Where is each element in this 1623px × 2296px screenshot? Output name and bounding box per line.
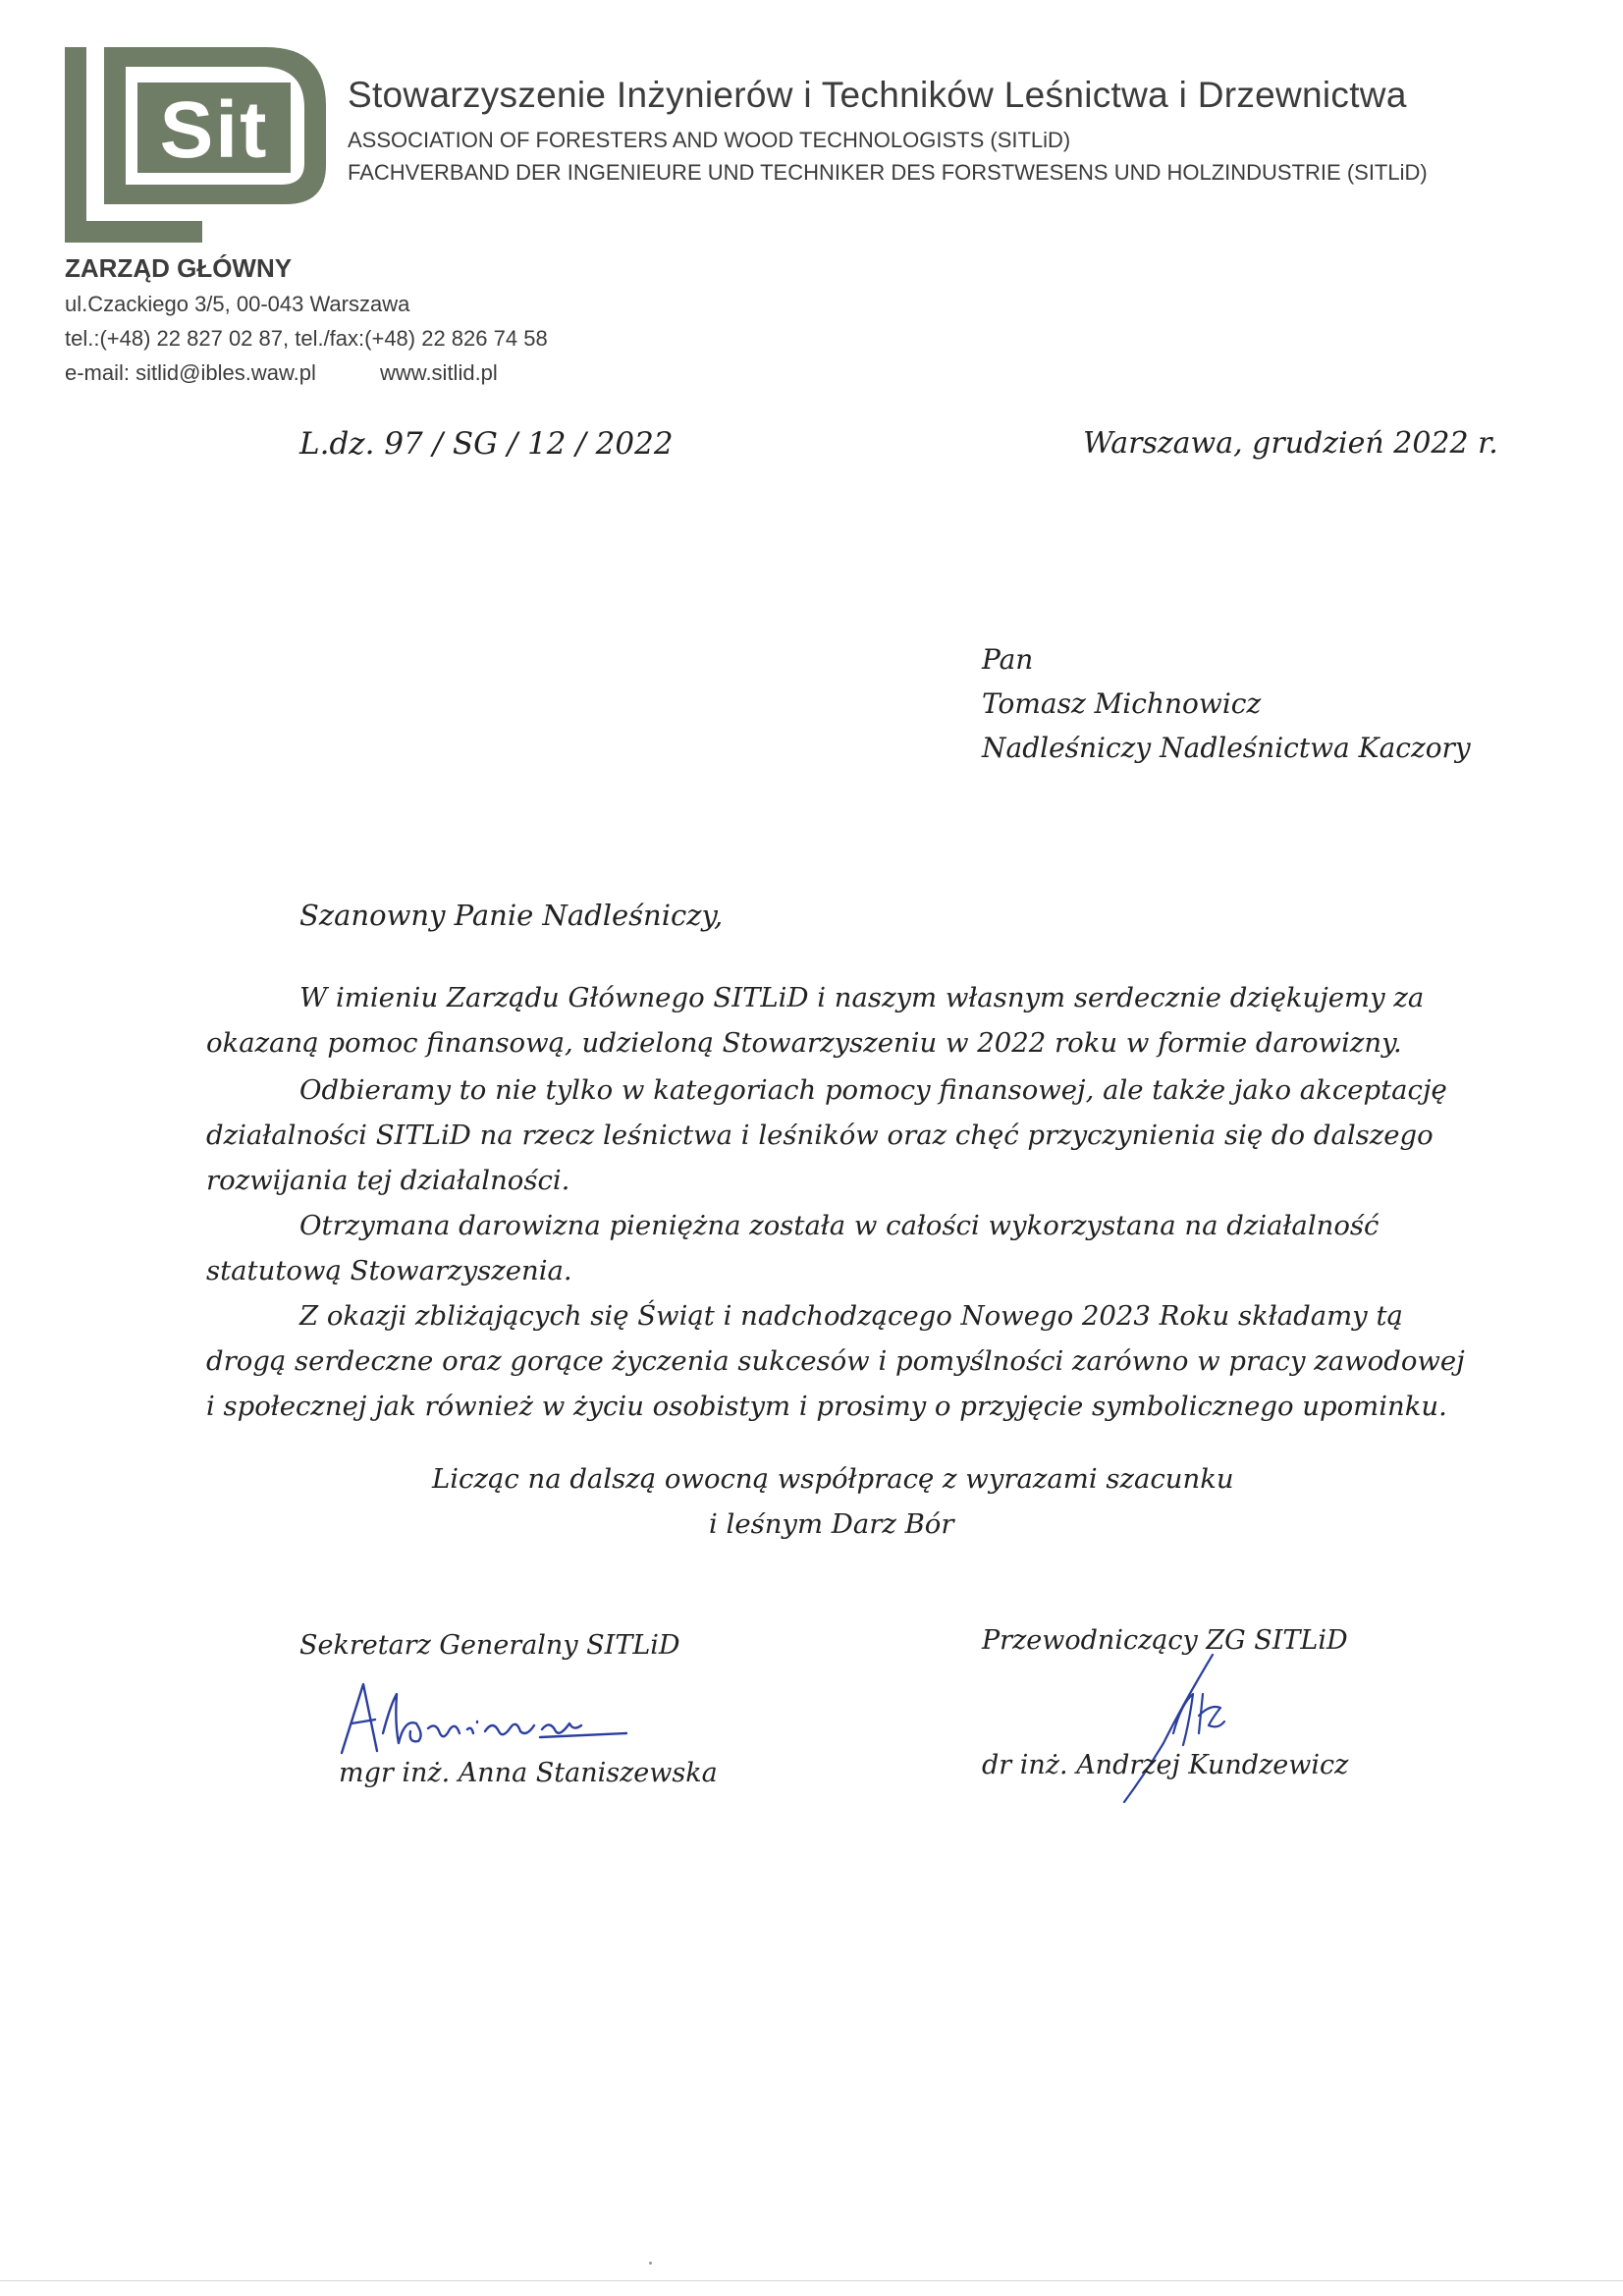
board-title: ZARZĄD GŁÓWNY (65, 253, 293, 283)
body-line: Z okazji zbliżających się Świąt i nadchodzącego Nowego 2023 Roku składamy tą (299, 1300, 1403, 1332)
scan-speck (649, 2262, 652, 2265)
organization-name-en: ASSOCIATION OF FORESTERS AND WOOD TECHNOLOGISTS (SITLiD) (348, 128, 1071, 152)
body-line: i społecznej jak również w życiu osobistym i prosimy o przyjęcie symbolicznego upominku. (206, 1391, 1447, 1422)
body-line: okazaną pomoc finansową, udzieloną Stowarzyszeniu w 2022 roku w formie darowizny. (206, 1027, 1402, 1059)
signatory-right-name: dr inż. Andrzej Kundzewicz (982, 1750, 1349, 1780)
signatory-right-role: Przewodniczący ZG SITLiD (982, 1625, 1348, 1656)
email-line: e-mail: sitlid@ibles.waw.pl (65, 360, 316, 385)
website-link[interactable]: www.sitlid.pl (380, 360, 498, 385)
closing-line-1: Licząc na dalszą owocną współpracę z wyrazami szacunku (432, 1463, 1234, 1495)
organization-name-de: FACHVERBAND DER INGENIEURE UND TECHNIKER DES FORSTWESENS UND HOLZINDUSTRIE (SITLiD) (348, 160, 1428, 185)
body-line: Odbieramy to nie tylko w kategoriach pomocy finansowej, ale także jako akceptację (299, 1074, 1447, 1106)
signature-left (334, 1674, 628, 1763)
page-bottom-rule (0, 2280, 1623, 2281)
phone-line: tel.:(+48) 22 827 02 87, tel./fax:(+48) 22 826 74 58 (65, 326, 548, 351)
signature-right (1055, 1635, 1252, 1812)
body-line: rozwijania tej działalności. (206, 1165, 570, 1196)
organization-name-pl: Stowarzyszenie Inżynierów i Techników Leśnictwa i Drzewnictwa (348, 75, 1407, 115)
place-date: Warszawa, grudzień 2022 r. (1083, 426, 1498, 461)
body-line: statutową Stowarzyszenia. (206, 1255, 572, 1286)
body-line: Otrzymana darowizna pieniężna została w całości wykorzystana na działalność (299, 1210, 1380, 1241)
signatory-left-role: Sekretarz Generalny SITLiD (299, 1630, 680, 1661)
body-line: drogą serdeczne oraz gorące życzenia sukcesów i pomyślności zarówno w pracy zawodowej (206, 1345, 1465, 1377)
salutation: Szanowny Panie Nadleśniczy, (299, 899, 724, 932)
reference-number: L.dz. 97 / SG / 12 / 2022 (299, 426, 674, 462)
recipient-line-2: Tomasz Michnowicz (982, 687, 1262, 720)
recipient-line-1: Pan (982, 643, 1034, 676)
body-line: działalności SITLiD na rzecz leśnictwa i leśników oraz chęć przyczynienia się do dalszego (206, 1120, 1434, 1151)
closing-line-2: i leśnym Darz Bór (709, 1508, 954, 1540)
address-line: ul.Czackiego 3/5, 00-043 Warszawa (65, 292, 410, 316)
body-line: W imieniu Zarządu Głównego SITLiD i naszym własnym serdecznie dziękujemy za (299, 982, 1425, 1013)
signatory-left-name: mgr inż. Anna Staniszewska (339, 1758, 718, 1788)
recipient-line-3: Nadleśniczy Nadleśnictwa Kaczory (982, 732, 1471, 764)
logo-text: Sit (159, 85, 269, 175)
sitlid-logo (65, 47, 326, 243)
